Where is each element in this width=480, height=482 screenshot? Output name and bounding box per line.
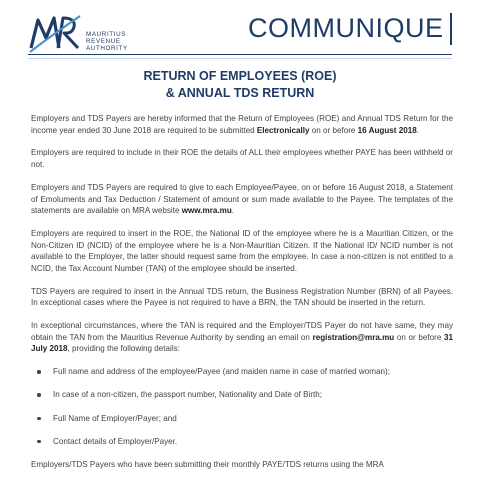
document-title — [0, 68, 480, 102]
list-item-text: Full name and address of the employee/Payee (and maiden name in case of married woman); — [53, 367, 390, 377]
p6-text-e: , providing the following details: — [67, 344, 180, 354]
document-body — [31, 113, 453, 482]
communique-bar — [450, 13, 452, 45]
list-item-text: In case of a non-citizen, the passport number, Nationality and Date of Birth; — [53, 390, 323, 400]
paragraph-all-employees: Employers are required to include in their ROE the details of ALL their employees whether PAYE has been withheld or not. — [31, 148, 453, 170]
mra-website-link: www.mra.mu — [181, 206, 232, 216]
p3-text-c: . — [231, 206, 235, 216]
mra-logo — [28, 8, 198, 58]
title-line-1: RETURN OF EMPLOYEES (ROE) — [143, 69, 337, 83]
registration-email: registration@mra.mu — [312, 332, 395, 342]
list-item — [43, 413, 453, 425]
mra-logo-mark — [28, 8, 88, 58]
communique-heading: COMMUNIQUE — [248, 13, 444, 43]
p1-electronically: Electronically — [256, 125, 310, 135]
paragraph-brn: TDS Payers are required to insert in the Annual TDS return, the Business Registration Number (BRN) of all Payees. In exceptional cases where the Payee is not required to have a BRN, the TAN should be inserted in the return. — [31, 286, 453, 308]
paragraph-statements — [31, 182, 453, 217]
list-item — [43, 366, 453, 378]
org-line-1: MAURITIUS — [86, 31, 127, 38]
title-line-2: & ANNUAL TDS RETURN — [165, 86, 315, 100]
org-line-3: AUTHORITY — [86, 45, 128, 53]
p1-text-e: . — [416, 125, 420, 135]
paragraph-tan — [31, 320, 453, 355]
bullet-icon — [37, 417, 41, 421]
list-item — [43, 436, 453, 448]
bullet-icon — [37, 370, 41, 374]
org-line-2: REVENUE — [86, 38, 121, 46]
header-rule — [28, 54, 452, 55]
p1-deadline: 16 August 2018 — [357, 125, 417, 135]
org-name — [86, 31, 128, 53]
paragraph-national-id: Employers are required to insert in the ROE, the National ID of the employee where he is a Mauritian Citizen, or the Non-Citizen ID (NCID) of the employee where he is a Non-Mauritian Citizen. If the National ID/ NCID number is not available to the Employer, the latter should request same from the employee. In case a non-citizen is not entitled to a NCID, the Tax Account Number (TAN) of the employee should be inserted. — [31, 229, 453, 273]
p3-text-a: Employers and TDS Payers are required to give to each Employee/Payee, on or before 16 August 2018, a Statement of Emoluments and Tax Deduction / Statement of amount or sum made available to the Payee. The templates of the statements are available on MRA website — [31, 182, 453, 216]
header-rule-light — [28, 58, 452, 59]
bullet-icon — [37, 393, 41, 397]
bullet-icon — [37, 440, 41, 444]
p6-text-a: In exceptional circumstances, where the TAN is required and the Employer/TDS Payer do not have same, they may obtain the TAN from the Mauritius Revenue Authority by sending an email on — [31, 321, 453, 342]
list-item-text: Contact details of Employer/Payer. — [53, 436, 178, 446]
paragraph-monthly-returns: Employers/TDS Payers who have been submitting their monthly PAYE/TDS returns using the MRA — [31, 460, 384, 470]
details-list — [31, 366, 453, 447]
p6-deadline: 31 July 2018 — [31, 332, 453, 354]
paragraph-submission — [31, 113, 453, 136]
p1-text-a: Employers and TDS Payers are hereby informed that the Return of Employees (ROE) and Annual TDS Return for the income year ended 30 June 2018 are required to be submitted — [31, 114, 453, 135]
list-item-text: Full Name of Employer/Payer; and — [53, 413, 177, 423]
p6-text-c: on or before — [394, 332, 444, 342]
header — [0, 0, 480, 72]
list-item — [43, 389, 453, 401]
p1-text-c: on or before — [309, 125, 358, 135]
